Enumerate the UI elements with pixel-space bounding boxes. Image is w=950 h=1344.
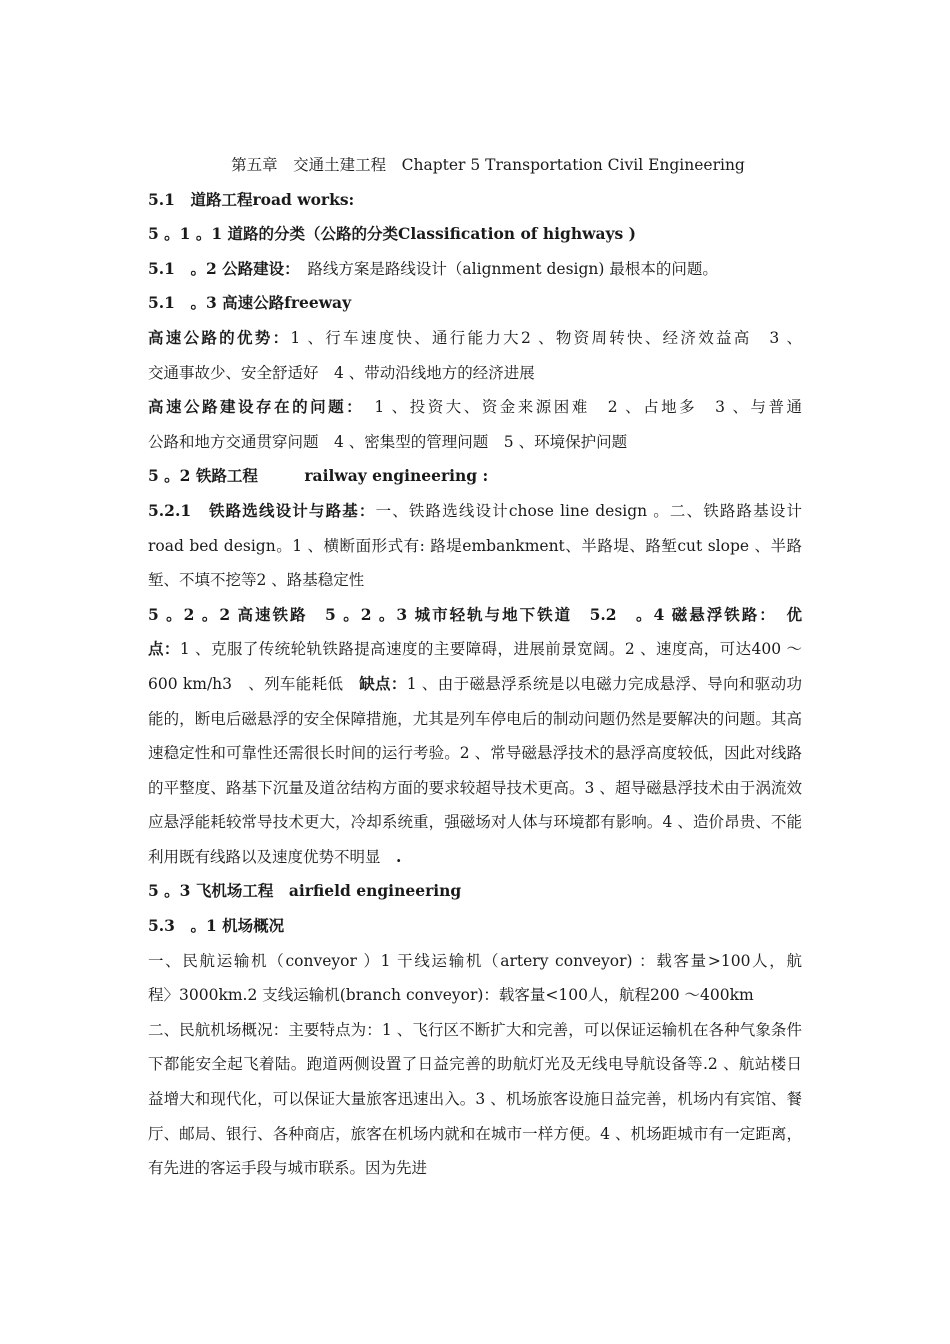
railway-route-line1: 5.2.1 铁路选线设计与路基：一、铁路选线设计chose line design 。二、铁路路基设计 — [148, 500, 803, 520]
airport-paragraph: 二、民航机场概况：主要特点为：1 、飞行区不断扩大和完善，可以保证运输机在各种气象条件下都能安全起飞着陆。跑道两侧设置了日益完善的助航灯光及无线电导航设备等.2 、航站楼日益增大和现代化，可以保证大量旅客迅速出入。3 、机场旅客设施日益完善，机场内有宾馆、餐厅、邮局、银行、各种商店，旅客在机场内就和在城市一样方便。4 、机场距城市有一定距离，有先进的客运手段与城市联系。因为先进 — [148, 1020, 802, 1178]
heading-5-1-2: 5.1 。2 公路建设： 路线方案是路线设计（alignment design) 最根本的问题。 — [148, 258, 718, 278]
aircraft-line2: 程〉3000km.2 支线运输机(branch conveyor)：载客量<100人，航程200 ～400km — [148, 986, 754, 1005]
heading-5-3: 5 。3 飞机场工程 airfield engineering — [148, 881, 462, 901]
maglev-heading-line: 5 。2 。2 高速铁路 5 。2 。3 城市轻轨与地下铁道 5.2 。4 磁悬浮铁路： 优 — [148, 604, 802, 624]
maglev-paragraph: 点：1 、克服了传统轮轨铁路提高速度的主要障碍，进展前景宽阔。2 、速度高，可达400 ～ 600 km/h3 、列车能耗低 缺点：1 、由于磁悬浮系统是以电磁力完成悬浮、导向和驱动功能的，断电后磁悬浮的安全保障措施，尤其是列车停电后的制动问题仍然是要解决的问题。其高速稳定性和可靠性还需很长时间的运行考验。2 、常导磁悬浮技术的悬浮高度较低，因此对线路的平整度、路基下沉量及道岔结构方面的要求较超导技术更高。3 、超导磁悬浮技术由于涡流效应悬浮能耗较常导技术更大，冷却系统重，强磁场对人体与环境都有影响。4 、造价昂贵、不能利用既有线路以及速度优势不明显 . — [148, 639, 818, 866]
heading-5-3-1: 5.3 。1 机场概况 — [148, 916, 285, 936]
heading-5-1-3: 5.1 。3 高速公路freeway — [148, 293, 352, 313]
freeway-problems-line2: 公路和地方交通贯穿问题 4 、密集型的管理问题 5 、环境保护问题 — [148, 432, 628, 451]
heading-5-1-1: 5 。1 。1 道路的分类（公路的分类Classification of highways ) — [148, 224, 636, 244]
freeway-problems-line1: 高速公路建设存在的问题： 1 、投资大、资金来源困难 2 、占地多 3 、与普通 — [148, 397, 802, 417]
freeway-advantages-line2: 交通事故少、安全舒适好 4 、带动沿线地方的经济进展 — [148, 363, 535, 382]
railway-route-line2: road bed design。1 、横断面形式有: 路堤embankment、半路堤、路堑cut slope 、半路 — [148, 536, 802, 555]
freeway-advantages-line1: 高速公路的优势：1 、行车速度快、通行能力大2 、物资周转快、经济效益高 3 、 — [148, 327, 802, 347]
document-page — [148, 148, 818, 1186]
railway-route-line3: 堑、不填不挖等2 、路基稳定性 — [148, 571, 365, 590]
aircraft-line1: 一、民航运输机（conveyor ）1 干线运输机（artery conveyor) ：载客量>100人，航 — [148, 951, 802, 970]
heading-5-2: 5 。2 铁路工程 railway engineering : — [148, 466, 489, 486]
chapter-title: 第五章 交通土建工程 Chapter 5 Transportation Civil Engineering — [231, 156, 745, 174]
heading-5-1: 5.1 道路工程road works: — [148, 189, 355, 209]
